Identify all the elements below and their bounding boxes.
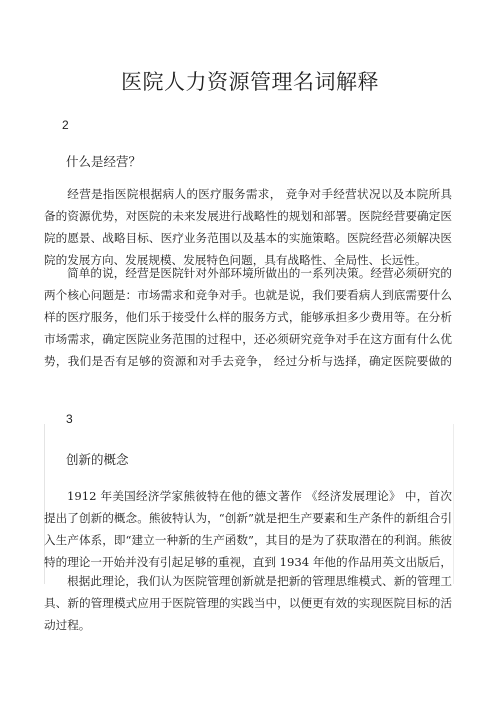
paragraph-text: 根据此理论，我们认为医院管理创新就是把新的管理思维模式、新的管理工具、新的管理模式应用于医院管理的实践当中，以便更有效的实现医院目标的活动过程。 xyxy=(44,574,452,632)
section-heading: 什么是经营？ xyxy=(66,154,142,169)
paragraph xyxy=(44,570,452,636)
section-number: 2 xyxy=(62,118,69,132)
paragraph-text: 简单的说，经营是医院针对外部环境所做出的一系列决策。经营必须研究的两个核心问题是：市场需求和竞争对手。也就是说，我们要看病人到底需要什么样的医疗服务，他们乐于接受什么样的服务方式，能够承担多少费用等。在分析市场需求，确定医院业务范围的过程中，还必须研究竞争对手在这方面有什么优势，我们是否有足够的资源和对手去竞争， 经过分析与选择，确定医院要做的 xyxy=(44,266,452,368)
paragraph-text: 经营是指医院根据病人的医疗服务需求， 竞争对手经营状况以及本院所具备的资源优势，对医院的未来发展进行战略性的规划和部署。医院经营要确定医院的愿景、战略目标、医疗业务范围以及基本的实施策略。医院经营必须解决医院的发展方向、发展规模、发展特色问题，具有战略性、全局性、长远性。 xyxy=(44,187,452,267)
paragraph xyxy=(44,183,452,271)
paragraph xyxy=(44,485,452,573)
paragraph xyxy=(44,262,452,372)
section-border-right xyxy=(453,424,454,584)
document-title: 医院人力资源管理名词解释 xyxy=(121,70,379,94)
section-heading: 创新的概念 xyxy=(66,452,129,467)
section-number: 3 xyxy=(66,412,73,426)
paragraph-text: 1912 年美国经济学家熊彼特在他的德文著作 《经济发展理论》 中，首次提出了创新的概念。熊彼特认为，“创新”就是把生产要素和生产条件的新组合引入生产体系，即“建立一种新的生产函数”，其目的是为了获取潜在的利润。熊彼特的理论一开始并没有引起足够的重视，直到 1934 年他的作品用英文出版后， xyxy=(44,489,452,569)
